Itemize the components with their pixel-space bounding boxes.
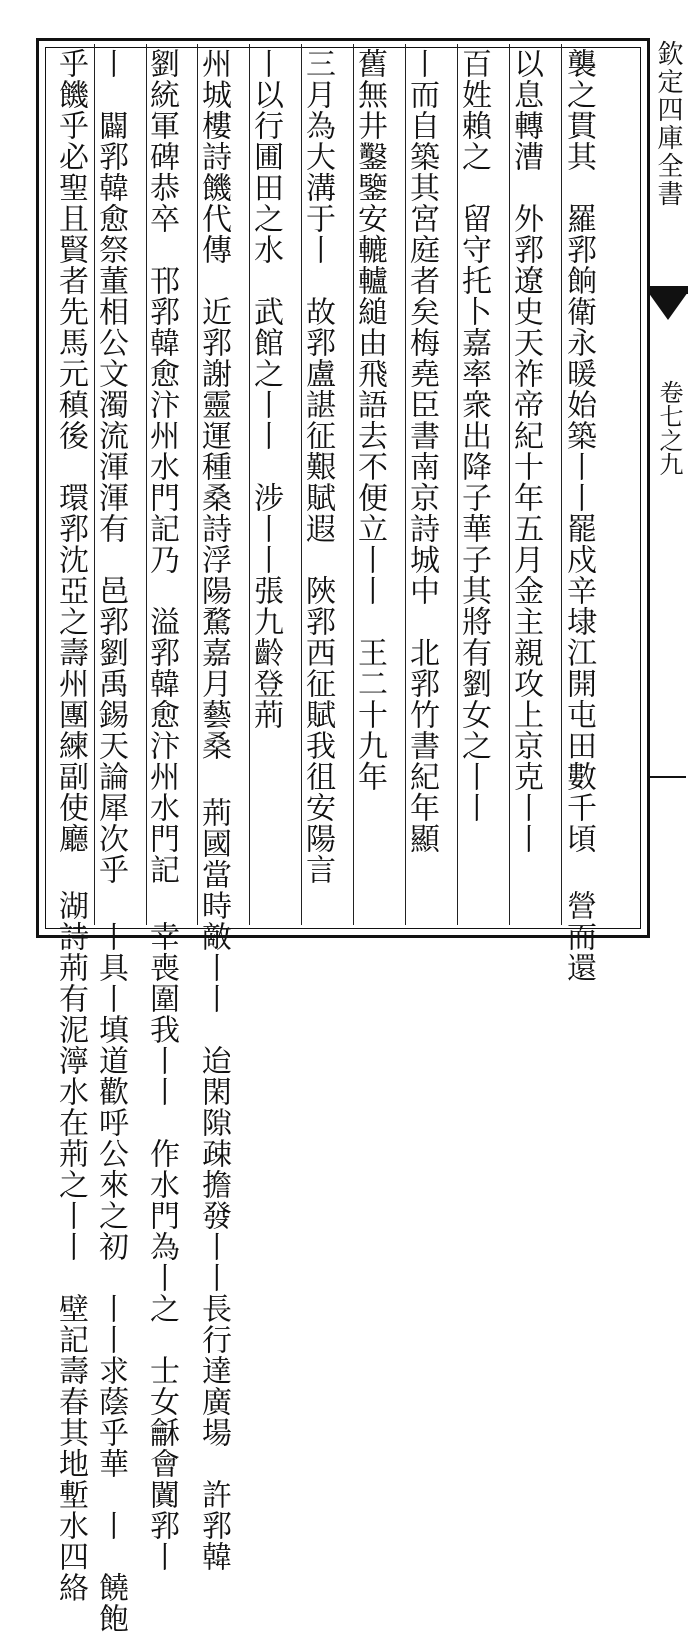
text-segment: 襲之貫其 羅郛餉衛永暖始築丨丨罷戍辛埭江開屯田數千頃 xyxy=(561,48,596,854)
text-column xyxy=(447,48,499,898)
text-segment: 丨而自築其宮庭者矣梅堯臣書南京詩城中 北郛竹書紀年顯 xyxy=(404,48,439,854)
text-column xyxy=(499,48,551,898)
margin-tick xyxy=(650,776,686,778)
text-segment: 舊無井鑿鑒安轆轤縋由飛語去不便立丨丨 王二十九年 xyxy=(352,48,387,792)
text-segment: 劉統軍碑恭卒 邗郛韓愈汴州水門記乃 溢郛韓愈汴州水門記 xyxy=(144,48,179,885)
text-segment: 百姓賴之 留守托卜嘉率衆出降子華子其將有劉女之丨丨 xyxy=(456,48,491,823)
margin-title: 欽定四庫全書 xyxy=(653,40,683,208)
text-column xyxy=(44,48,96,1603)
text-segment: 州城樓詩饑代傳 近郛謝靈運種桑詩浮陽騖嘉月藝桑 xyxy=(196,48,231,761)
text-segment: 湖詩荊有泥濘水在荊之丨丨 壁記壽春其地塹水四絡 xyxy=(53,890,88,1603)
text-column xyxy=(343,48,395,898)
text-segment: 以息轉漕 外郛遼史天祚帝紀十年五月金主親攻上京克丨丨 xyxy=(508,48,543,854)
text-column xyxy=(135,48,187,1572)
margin-juan-label: 卷七之九 xyxy=(655,380,683,476)
text-segment: 丨以行圃田之水 武館之丨丨 涉丨丨張九齡登荊 xyxy=(248,48,283,730)
text-segment: 營而還 xyxy=(561,890,596,983)
text-column xyxy=(239,48,291,898)
fish-tail-mark xyxy=(648,292,688,320)
text-column xyxy=(395,48,447,898)
text-segment: 丨 闢郛韓愈祭董相公文濁流渾渾有 邑郛劉禹錫天論犀次乎 xyxy=(93,48,128,885)
text-segment: 丨具丨填道歡呼公來之初 丨丨求蔭乎華 丨 饒飽 xyxy=(93,921,128,1634)
text-segment: 荊國當時敵丨丨 迨閑隙疎擔發丨丨長行達廣場 許郛韓 xyxy=(196,797,231,1572)
text-column xyxy=(291,48,343,898)
text-segment: 三月為大溝于丨 故郛盧諶征艱賦遐 陜郛西征賦我徂安陽言 xyxy=(300,48,335,885)
text-segment: 乎饑乎必聖且賢者先馬元稹後 環郛沈亞之壽州團練副使廳 xyxy=(53,48,88,854)
text-segment: 幸喪圍我丨丨 作水門為丨之 士女龢會闐郛丨 xyxy=(144,921,179,1572)
text-column xyxy=(552,48,604,983)
text-column xyxy=(187,48,239,1572)
